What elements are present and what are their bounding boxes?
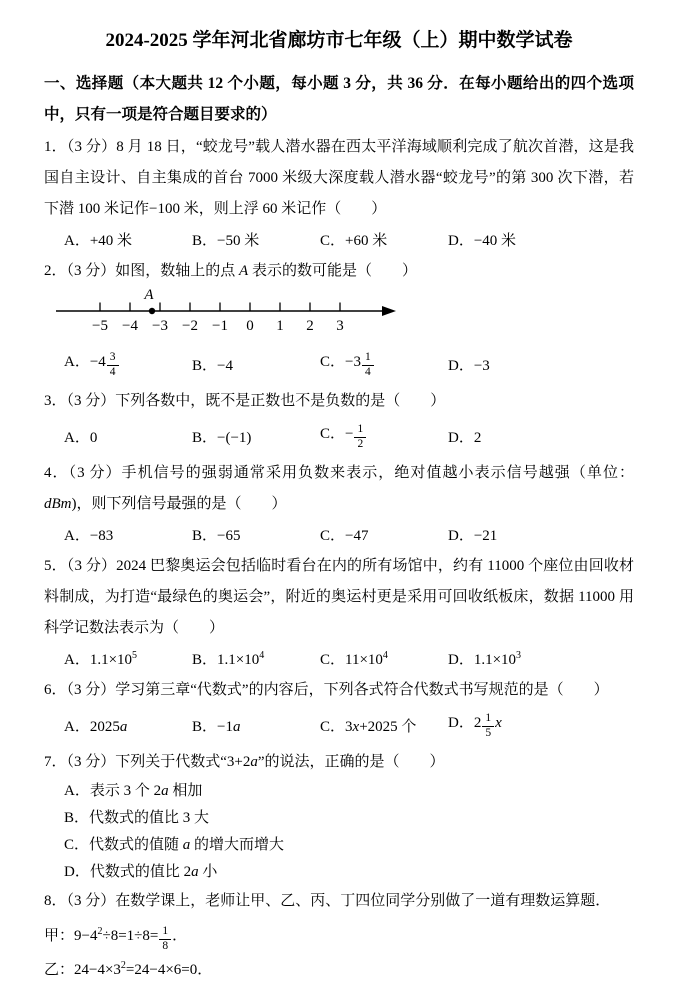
q7-option-b: B．代数式的值比 3 大: [64, 810, 210, 826]
q1-option-d: D．−40 米: [448, 233, 517, 249]
svg-text:1: 1: [276, 318, 284, 334]
q8-student-jia-work: 甲：$9-4^2\div 8=1\div 8=$ $\frac{1}{8}$ ．: [44, 925, 188, 952]
question-6-text: 6．（3 分）学习第三章“代数式”的内容后，下列各式符合代数式书写规范的是（ ）: [44, 682, 609, 698]
q4-option-a: A．−83: [64, 528, 114, 544]
axis-ticks: [100, 303, 340, 312]
q6-option-c: C．3x+2025 个: [320, 719, 417, 735]
question-4-text: 4．（3 分）手机信号的强弱通常采用负数来表示，绝对值越小表示信号越强（单位：dBm)，则下列信号最强的是（ ）: [44, 465, 634, 512]
q2-option-c: C．−3 $\frac{1}{4}$: [320, 350, 448, 379]
fraction: $\frac{3}{4}$: [107, 351, 119, 379]
q3-option-a: A．0: [64, 430, 98, 446]
q6-option-a: A．2025a: [64, 719, 128, 735]
dbm-unit-variable: dBm: [44, 496, 72, 512]
expression-variable: a: [250, 754, 258, 770]
q2-option-a: A．−4 $\frac{3}{4}$: [64, 350, 192, 379]
svg-text:−4: −4: [122, 318, 138, 334]
q1-option-a: A．+40 米: [64, 233, 133, 249]
question-1-options: [64, 226, 634, 253]
q7-option-c: C．代数式的值随 a 的增大而增大: [64, 837, 285, 853]
q4-option-c: C．−47: [320, 528, 369, 544]
q5-option-d: D．$1.1\times 10^3$: [448, 650, 522, 668]
q3-option-b: B．−(−1): [192, 430, 252, 446]
question-7-options: [44, 778, 634, 886]
point-a-variable: A: [239, 263, 249, 279]
q5-option-b: B．$1.1\times 10^4$: [192, 650, 265, 668]
axis-arrowhead-icon: [382, 306, 396, 316]
section-heading: 一、选择题（本大题共 12 个小题，每小题 3 分，共 36 分．在每小题给出的四个选项中，只有一项是符合题目要求的）: [44, 75, 634, 123]
page-title: 2024-2025 学年河北省廊坊市七年级（上）期中数学试卷: [105, 30, 573, 51]
question-4-options: [64, 521, 634, 548]
svg-text:−3: −3: [152, 318, 168, 334]
q8-student-yi-work: 乙：$24-4\times 3^2=24-4\times 6=0$．: [44, 960, 213, 978]
q6-option-d: D．2 $\frac{1}{5}$ x: [448, 712, 502, 740]
q7-option-d: D．代数式的值比 2a 小: [64, 864, 218, 880]
fraction: $\frac{1}{4}$: [362, 351, 374, 379]
question-3-options: [64, 418, 634, 455]
q2-option-d: D．−3: [448, 358, 490, 374]
svg-text:0: 0: [246, 318, 254, 334]
q1-option-c: C．+60 米: [320, 233, 388, 249]
question-8-text: 8．（3 分）在数学课上，老师让甲、乙、丙、丁四位同学分别做了一道有理数运算题．: [44, 893, 611, 909]
question-3-text: 3．（3 分）下列各数中，既不是正数也不是负数的是（ ）: [44, 393, 446, 409]
svg-text:2: 2: [306, 318, 314, 334]
fraction: $\frac{1}{8}$: [159, 925, 171, 953]
svg-text:−1: −1: [212, 318, 228, 334]
question-1-text: 1．（3 分）8 月 18 日，“蛟龙号”载人潜水器在西太平洋海域顺利完成了航次首潜，这是我国自主设计、自主集成的首台 7000 米级大深度载人潜水器“蛟龙号”的第 300 次下潜，若下潜 100 米记作−100 米，则上浮 60 米记作（ ）: [44, 139, 634, 217]
point-a-label: A: [144, 289, 154, 303]
q4-option-d: D．−21: [448, 528, 498, 544]
q2-option-b: B．−4: [192, 358, 233, 374]
q3-option-c: C．− $\frac{1}{2}$: [320, 422, 448, 451]
question-6-options: [64, 707, 634, 744]
q7-option-a: A．表示 3 个 2a 相加: [64, 783, 203, 799]
fraction: $\frac{1}{5}$: [482, 712, 494, 740]
question-2-text: 2．（3 分）如图，数轴上的点 A 表示的数可能是（ ）: [44, 263, 417, 279]
point-a-dot: [149, 308, 155, 314]
axis-tick-labels: [92, 318, 344, 334]
svg-text:3: 3: [336, 318, 344, 334]
number-line-svg: [54, 289, 398, 345]
q5-option-c: C．$11\times 10^4$: [320, 650, 388, 668]
question-5-text: 5．（3 分）2024 巴黎奥运会包括临时看台在内的所有场馆中，约有 11000 个座位由回收材料制成，为打造“最绿色的奥运会”，附近的奥运村更是采用可回收纸板床，数据 11000 用科学记数法表示为（ ）: [44, 558, 634, 636]
q6-option-b: B．−1a: [192, 719, 241, 735]
q3-option-d: D．2: [448, 430, 482, 446]
q4-option-b: B．−65: [192, 528, 241, 544]
q5-option-a: A．$1.1\times 10^5$: [64, 650, 138, 668]
question-7-text: 7．（3 分）下列关于代数式“3+2a”的说法，正确的是（ ）: [44, 754, 445, 770]
number-line-figure: [54, 289, 634, 345]
svg-text:−2: −2: [182, 318, 198, 334]
question-2-options: [64, 346, 634, 383]
svg-text:−5: −5: [92, 318, 108, 334]
q1-option-b: B．−50 米: [192, 233, 260, 249]
fraction: $\frac{1}{2}$: [354, 423, 366, 451]
question-5-options: [64, 645, 634, 672]
